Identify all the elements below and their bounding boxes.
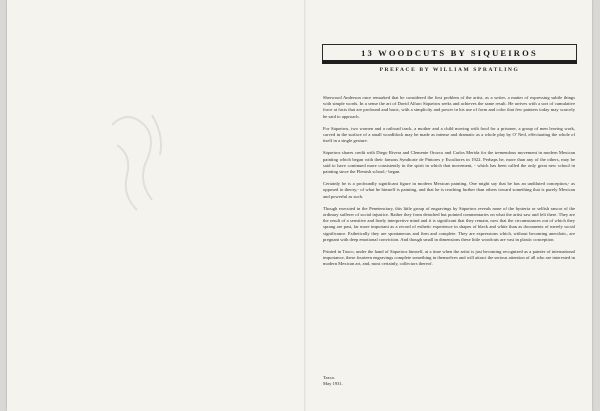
preface-text: [323, 95, 575, 274]
place: Taxco.: [323, 375, 336, 380]
paragraph: For Siqueiros, two women and a railroad track, a mother and a child moving with food for a prisoner, a group of men leaving work, carved in the surface of a small woodblock may be made as intense and dramatic as a whole play by O' Neil, effectuating the whole of itself in a single gesture.: [323, 125, 575, 144]
center-fold: [304, 0, 306, 411]
paragraph: Siqueiros shares credit with Diego Rivera and Clemente Orozco and Carlos Merida for the tremendous movement in modern Mexican painting which began with their famous Syndicate de Pintores y Escultores in 1922. Perhaps he, more than any of the others, may be said to have continued more consistently in the spirit in which that movement, - which has been called the only great new school in painting since the Flemish school,- began.: [323, 150, 575, 175]
signature-block: [323, 375, 343, 387]
page-title: 13 WOODCUTS BY SIQUEIROS: [322, 44, 577, 60]
paragraph: Sherwood Anderson once remarked that he considered the first problem of the artist, as a writer, a matter of expressing subtle things with simple words. In a sense the art of David Alfaro Siqueiros seeks and achieves the same result. He arrives with a sort of cumulative force at facts that are profound and basic, with a simplicity and power in his use of form and color that few painters today may scarcely be said to approach.: [323, 95, 575, 119]
show-through-image: [102, 105, 172, 215]
paragraph: Certainly he is a profoundly significant figure in modern Mexican painting. One might say that he has an undiluted conception,- as opposed to theory,- of what he himself is painting, and that he is reaching further than others toward something that is purely Mexican and powerful as such.: [323, 181, 575, 199]
page-subtitle: PREFACE BY WILLIAM SPRATLING: [379, 67, 520, 73]
booklet-spread: [7, 0, 592, 411]
title-rule: [322, 60, 577, 64]
paragraph: Printed in Taxco, under the hand of Siqueiros himself, at a time when the artist is just becoming recognized as a painter of international importance, these fourteen engravings complete something in themselves and will attract the serious attention of all who are interested in modern Mexican art, and, most certainly, collectors thereof.: [323, 249, 575, 267]
paragraph: Though executed in the Penetenciary, this little group of engravings by Siqueiros reveals none of the hysteria or selfish rancor of the ordinary sufferer of social injustice. Rather they form detached but pointed commentaries on what the artist saw and felt there. They are the result of a sensitive and finely interpretive mind and it is significant that they remain, now that the circumstances out of which they sprang are past, far more important as a record of esthetic experience in shapes of black and white than as documents of merely social significance. Esthetically they are spontaneous and firm and complete. They are expressions which, without becoming anecdotic, are pregnant with deep emotional conviction. And though small in dimensions these little woodcuts are vast in plastic conception.: [323, 205, 575, 242]
date: May 1931.: [323, 381, 343, 387]
